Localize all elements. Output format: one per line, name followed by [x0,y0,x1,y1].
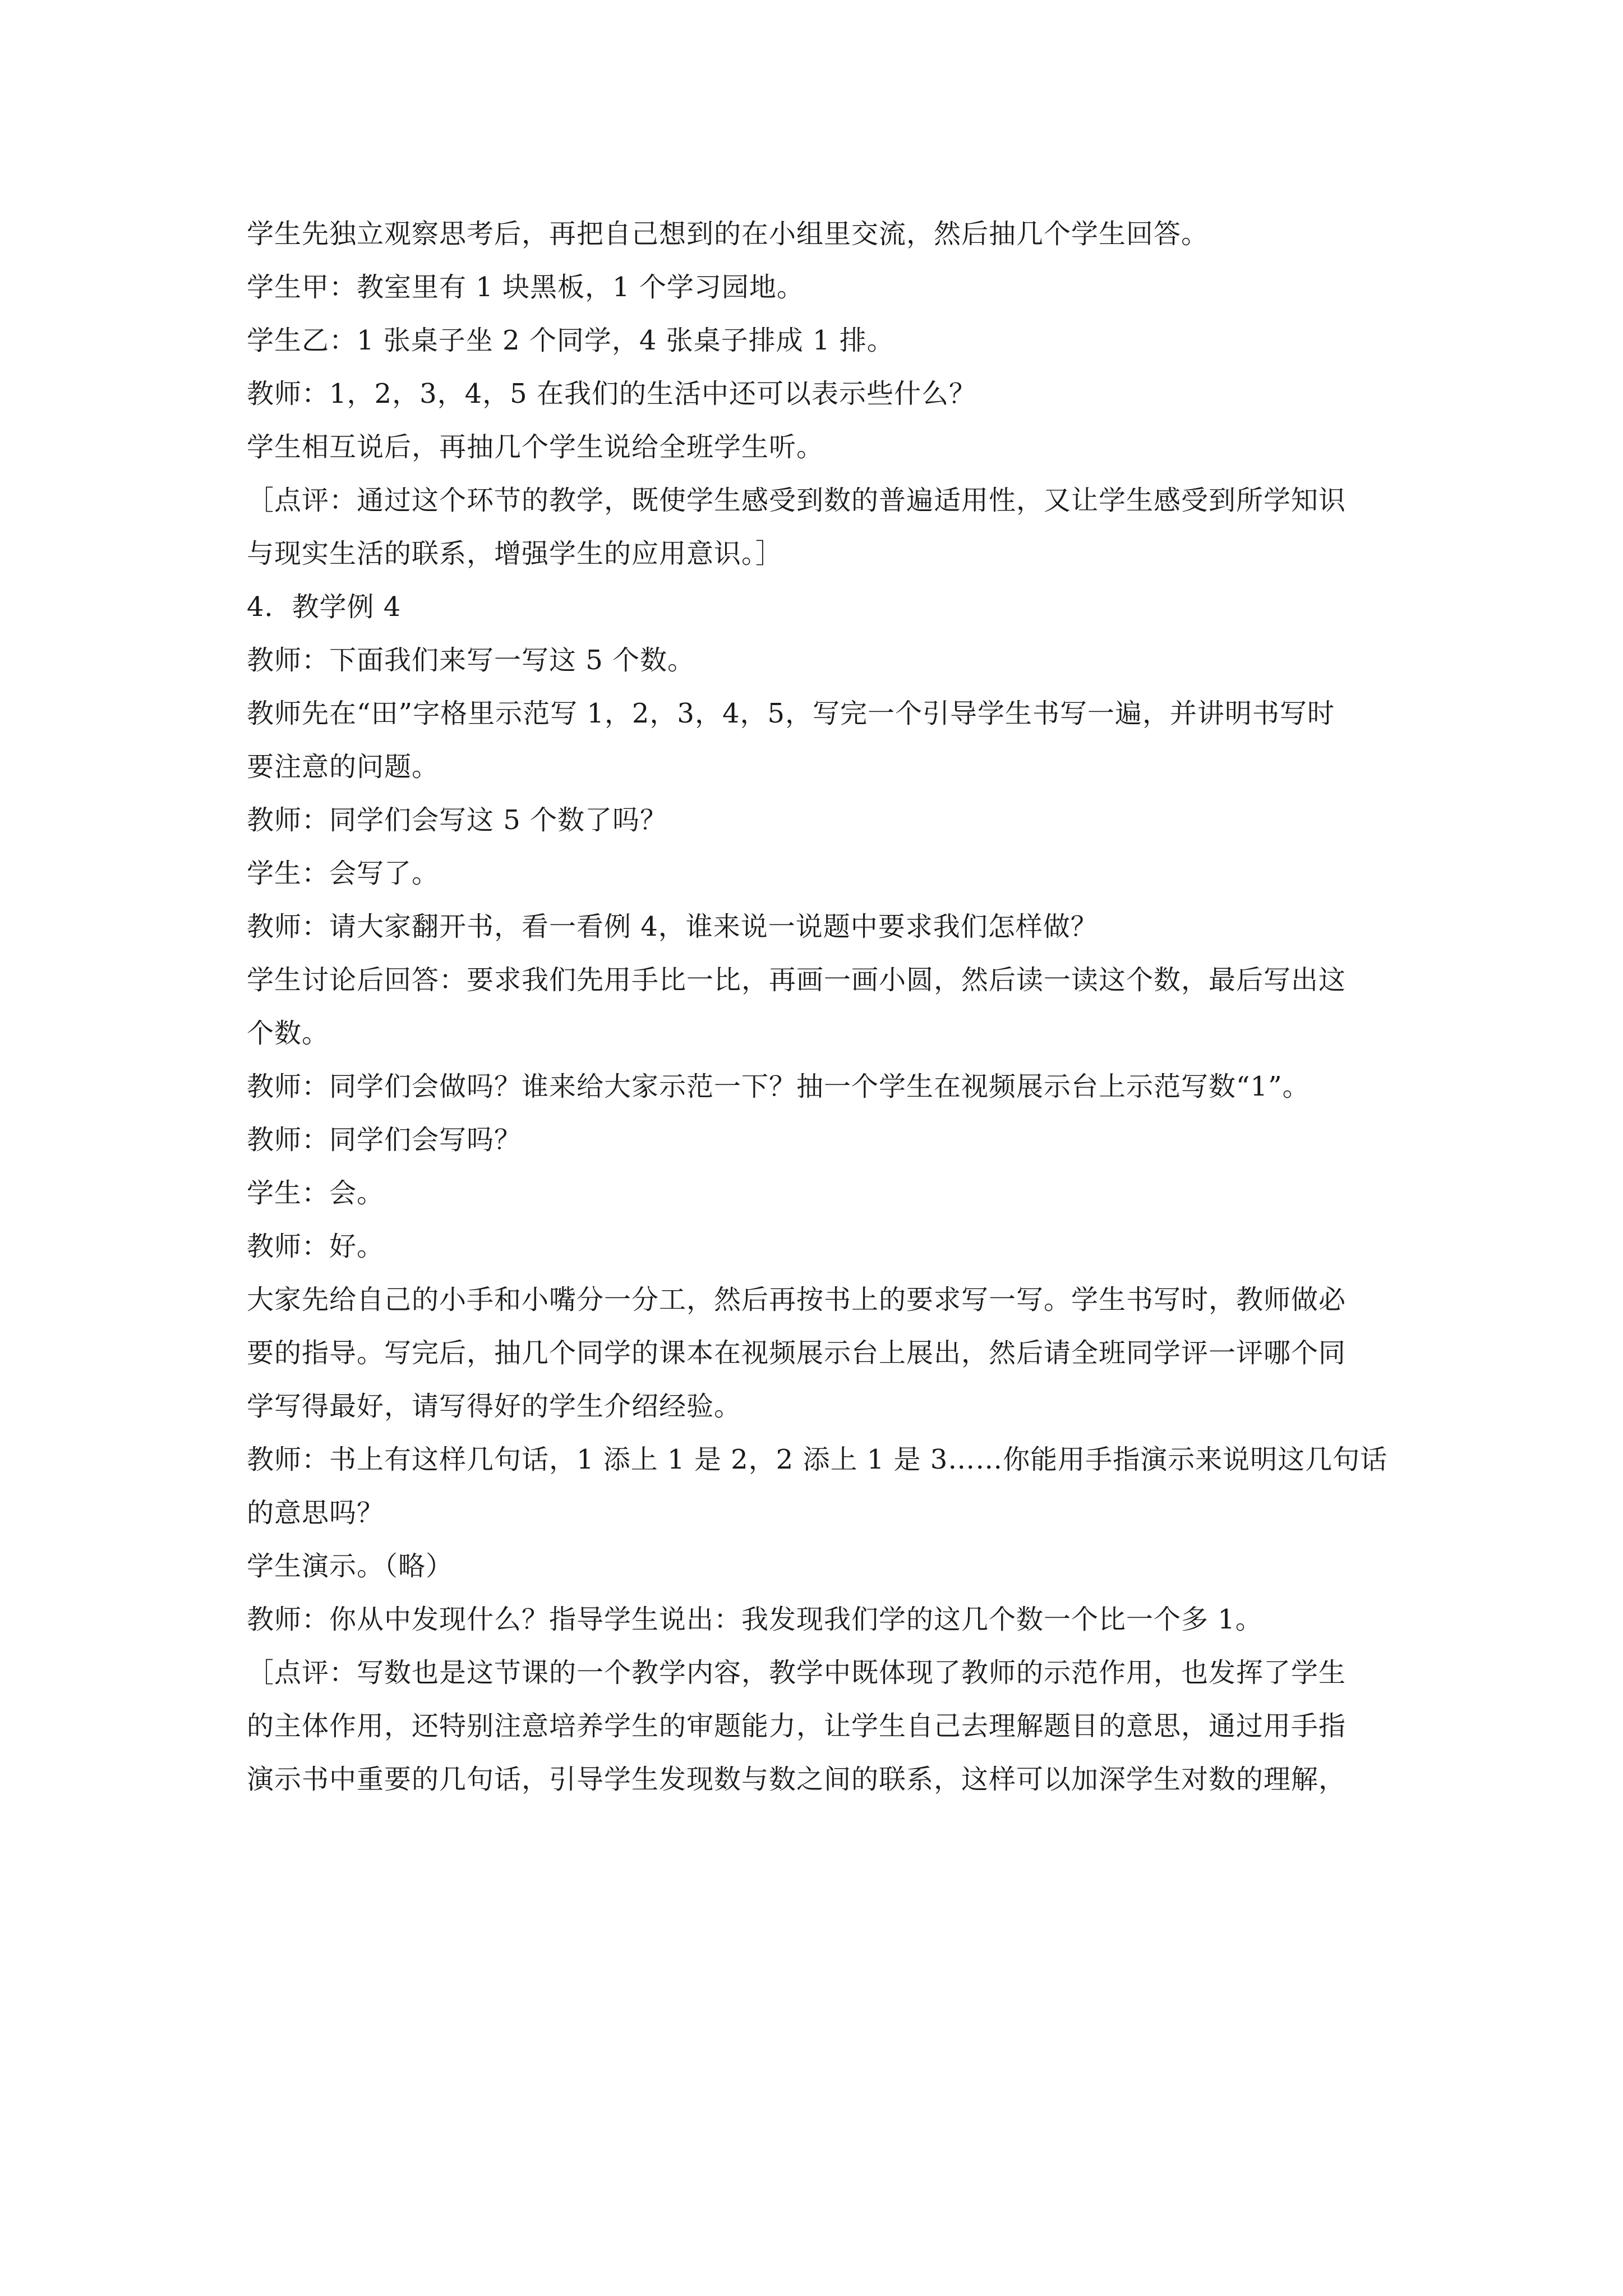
paragraph [247,208,1396,261]
paragraph [247,261,1396,314]
paragraph [247,581,1396,634]
text-line: 要注意的问题。 [247,751,440,783]
text-line: 学生讨论后回答：要求我们先用手比一比，再画一画小圆，然后读一读这个数，最后写出这 [247,964,1347,996]
paragraph [247,687,1396,794]
text-line: 学生甲：教室里有 1 块黑板，1 个学习园地。 [247,272,804,303]
paragraph [247,847,1396,900]
paragraph [247,794,1396,847]
text-line: 的意思吗？ [247,1497,385,1529]
text-line: 教师：请大家翻开书，看一看例 4，谁来说一说题中要求我们怎样做？ [247,911,1098,942]
paragraph [247,954,1396,1060]
paragraph [247,1060,1396,1114]
paragraph [247,1540,1396,1593]
paragraph [247,1593,1396,1646]
text-line: ［点评：写数也是这节课的一个教学内容，教学中既体现了教师的示范作用，也发挥了学生 [247,1657,1347,1688]
paragraph [247,1167,1396,1220]
text-line: 学生相互说后，再抽几个学生说给全班学生听。 [247,431,824,463]
paragraph [247,421,1396,474]
paragraph [247,1433,1396,1540]
text-line: 4．教学例 4 [247,591,402,623]
paragraph [247,1273,1396,1433]
text-line: 与现实生活的联系，增强学生的应用意识。］ [247,538,783,569]
text-line: 学生：会写了。 [247,858,440,889]
text-line: 教师：下面我们来写一写这 5 个数。 [247,645,695,676]
text-line: 的主体作用，还特别注意培养学生的审题能力，让学生自己去理解题目的意思，通过用手指 [247,1710,1347,1742]
text-line: 个数。 [247,1018,330,1049]
paragraph [247,900,1396,954]
paragraph [247,634,1396,687]
text-line: 教师：你从中发现什么？指导学生说出：我发现我们学的这几个数一个比一个多 1。 [247,1604,1263,1635]
text-line: 学生乙：1 张桌子坐 2 个同学，4 张桌子排成 1 排。 [247,325,895,356]
paragraph [247,1646,1396,1806]
text-line: 学写得最好，请写得好的学生介绍经验。 [247,1391,742,1422]
text-line: 教师：书上有这样几句话，1 添上 1 是 2，2 添上 1 是 3……你能用手指演示来说明这几句话 [247,1444,1388,1475]
text-line: ［点评：通过这个环节的教学，既使学生感受到数的普遍适用性，又让学生感受到所学知识 [247,485,1347,516]
text-line: 要的指导。写完后，抽几个同学的课本在视频展示台上展出，然后请全班同学评一评哪个同 [247,1337,1347,1369]
text-line: 教师：好。 [247,1231,385,1262]
text-line: 教师先在“田”字格里示范写 1，2，3，4，5，写完一个引导学生书写一遍，并讲明书写时 [247,698,1335,729]
text-line: 教师：1，2，3，4，5 在我们的生活中还可以表示些什么？ [247,378,976,409]
text-line: 学生先独立观察思考后，再把自己想到的在小组里交流，然后抽几个学生回答。 [247,218,1209,250]
text-line: 教师：同学们会写这 5 个数了吗？ [247,804,668,836]
paragraph [247,474,1396,581]
text-line: 教师：同学们会做吗？谁来给大家示范一下？抽一个学生在视频展示台上示范写数“1”。 [247,1071,1310,1102]
document-body [247,208,1396,1806]
paragraph [247,1220,1396,1273]
text-line: 大家先给自己的小手和小嘴分一分工，然后再按书上的要求写一写。学生书写时，教师做必 [247,1284,1347,1315]
paragraph [247,1114,1396,1167]
text-line: 学生演示。（略） [247,1550,454,1582]
text-line: 教师：同学们会写吗？ [247,1124,522,1156]
text-line: 学生：会。 [247,1177,385,1209]
paragraph [247,367,1396,421]
paragraph [247,314,1396,367]
text-line: 演示书中重要的几句话，引导学生发现数与数之间的联系，这样可以加深学生对数的理解， [247,1764,1347,1795]
